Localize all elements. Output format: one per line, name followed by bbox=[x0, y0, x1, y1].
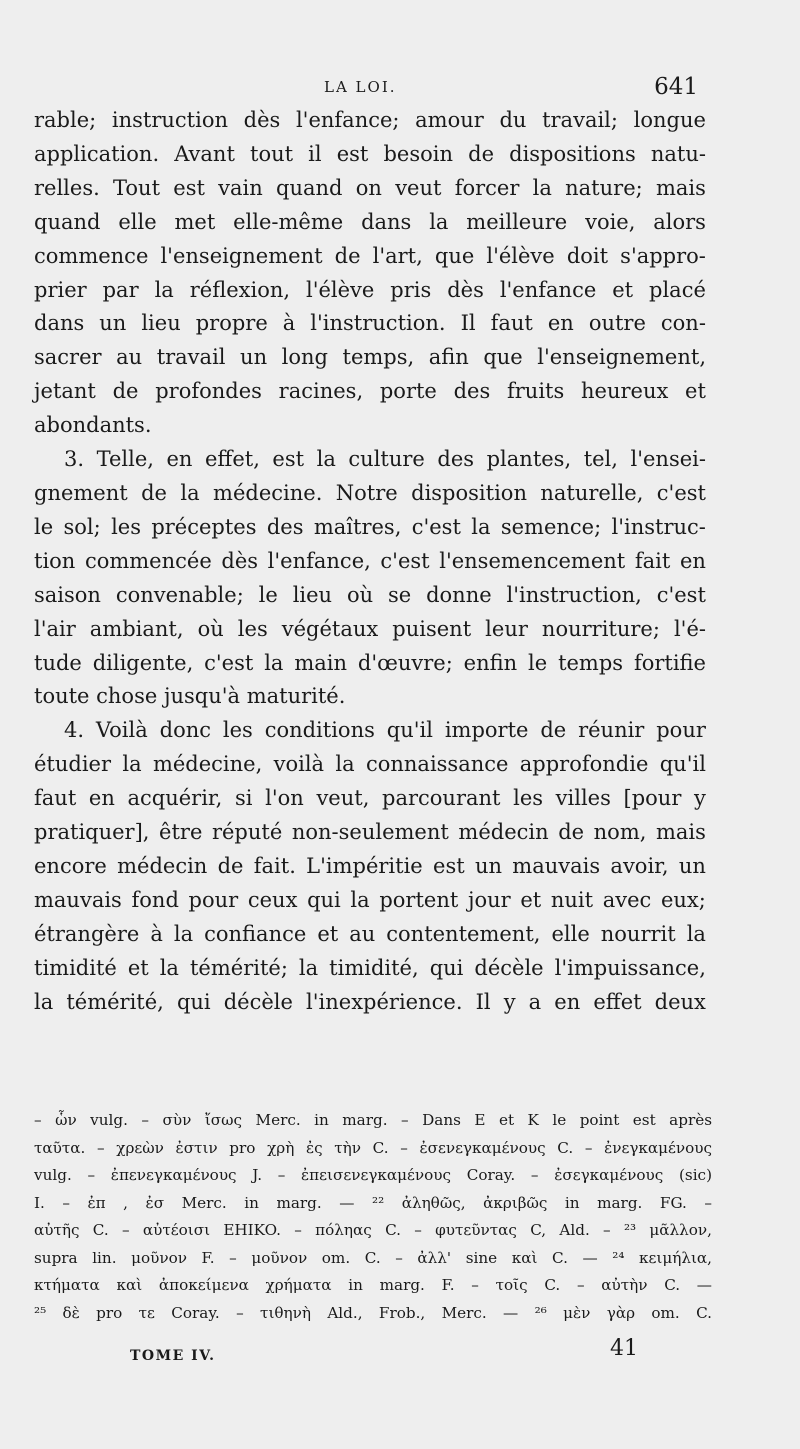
footnote-line: vulg. – ἐπενεγκαμένους J. – ἐπεισενεγκαμένους Coray. – ἐσεγκαμένους (sic) bbox=[34, 1166, 712, 1184]
text-line: 4. Voilà donc les conditions qu'il importe de réunir pour bbox=[64, 718, 706, 743]
text-line: application. Avant tout il est besoin de dispositions natu- bbox=[34, 141, 706, 166]
text-line: pratiquer], être réputé non-seulement médecin de nom, mais bbox=[34, 820, 706, 845]
footnote-line: – ὧν vulg. – σὺν ἴσως Merc. in marg. – Dans E et K le point est après bbox=[34, 1111, 712, 1129]
text-line: 3. Telle, en effet, est la culture des plantes, tel, l'ensei- bbox=[64, 447, 706, 472]
footnote-line: αὐτῆς C. – αὐτέοισι EHIKO. – πόληας C. – φυτεῦντας C, Ald. – ²³ μᾶλλον, bbox=[34, 1221, 712, 1239]
text-line: jetant de profondes racines, porte des fruits heureux et bbox=[34, 379, 706, 404]
text-line: faut en acquérir, si l'on veut, parcourant les villes [pour y bbox=[34, 786, 706, 811]
footnote-line: ταῦτα. – χρεὼν ἐστιν pro χρὴ ἐς τὴν C. – ἐσενεγκαμένους C. – ἐνεγκαμένους bbox=[34, 1138, 712, 1157]
signature-mark: 41 bbox=[610, 1336, 638, 1361]
text-line: rable; instruction dès l'enfance; amour du travail; longue bbox=[34, 108, 706, 132]
footnote-line: supra lin. μοῦνον F. – μοῦνον om. C. – ἀλλ' sine καὶ C. — ²⁴ κειμήλια, bbox=[34, 1248, 712, 1267]
page-footer bbox=[130, 1336, 690, 1370]
text-line: saison convenable; le lieu où se donne l'instruction, c'est bbox=[34, 582, 706, 607]
footnotes bbox=[34, 1107, 712, 1327]
volume-label: TOME IV. bbox=[130, 1348, 216, 1364]
text-line: sacrer au travail un long temps, afin que l'enseignement, bbox=[34, 345, 706, 370]
text-line: encore médecin de fait. L'impéritie est un mauvais avoir, un bbox=[34, 853, 706, 878]
text-line: relles. Tout est vain quand on veut forcer la nature; mais bbox=[34, 175, 706, 200]
text-line: étudier la médecine, voilà la connaissance approfondie qu'il bbox=[34, 752, 706, 777]
page-number: 641 bbox=[654, 74, 698, 100]
text-line: mauvais fond pour ceux qui la portent jour et nuit avec eux; bbox=[34, 887, 706, 912]
text-line: gnement de la médecine. Notre disposition naturelle, c'est bbox=[34, 480, 706, 505]
footnote-line: ²⁵ δὲ pro τε Coray. – τιθηνὴ Ald., Frob., Merc. — ²⁶ μὲν γὰρ om. C. bbox=[34, 1303, 712, 1322]
footnote-line: κτήματα καὶ ἀποκείμενα χρήματα in marg. F. – τοῖς C. – αὐτὴν C. — bbox=[34, 1276, 712, 1294]
text-line: timidité et la témérité; la timidité, qui décèle l'impuissance, bbox=[34, 955, 706, 980]
text-line: tion commencée dès l'enfance, c'est l'ensemencement fait en bbox=[34, 548, 706, 573]
main-text bbox=[34, 104, 706, 1019]
text-line: toute chose jusqu'à maturité. bbox=[34, 684, 346, 709]
text-line: dans un lieu propre à l'instruction. Il faut en outre con- bbox=[34, 311, 706, 336]
text-line: prier par la réflexion, l'élève pris dès l'enfance et placé bbox=[34, 277, 706, 302]
footnote-line: I. – ἐπ , ἐσ Merc. in marg. — ²² ἀληθῶς, ἀκριβῶς in marg. FG. – bbox=[34, 1193, 712, 1212]
text-line: le sol; les préceptes des maîtres, c'est la semence; l'instruc- bbox=[34, 514, 706, 539]
text-line: la témérité, qui décèle l'inexpérience. Il y a en effet deux bbox=[34, 989, 706, 1014]
text-line: tude diligente, c'est la main d'œuvre; enfin le temps fortifie bbox=[34, 650, 706, 675]
running-title: LA LOI. bbox=[324, 78, 397, 96]
page-header bbox=[34, 74, 704, 108]
text-line: quand elle met elle-même dans la meilleure voie, alors bbox=[34, 209, 706, 234]
text-line: commence l'enseignement de l'art, que l'élève doit s'appro- bbox=[34, 243, 706, 268]
text-line: l'air ambiant, où les végétaux puisent leur nourriture; l'é- bbox=[34, 616, 706, 641]
text-line: étrangère à la confiance et au contentement, elle nourrit la bbox=[34, 921, 706, 946]
text-line: abondants. bbox=[34, 413, 152, 438]
